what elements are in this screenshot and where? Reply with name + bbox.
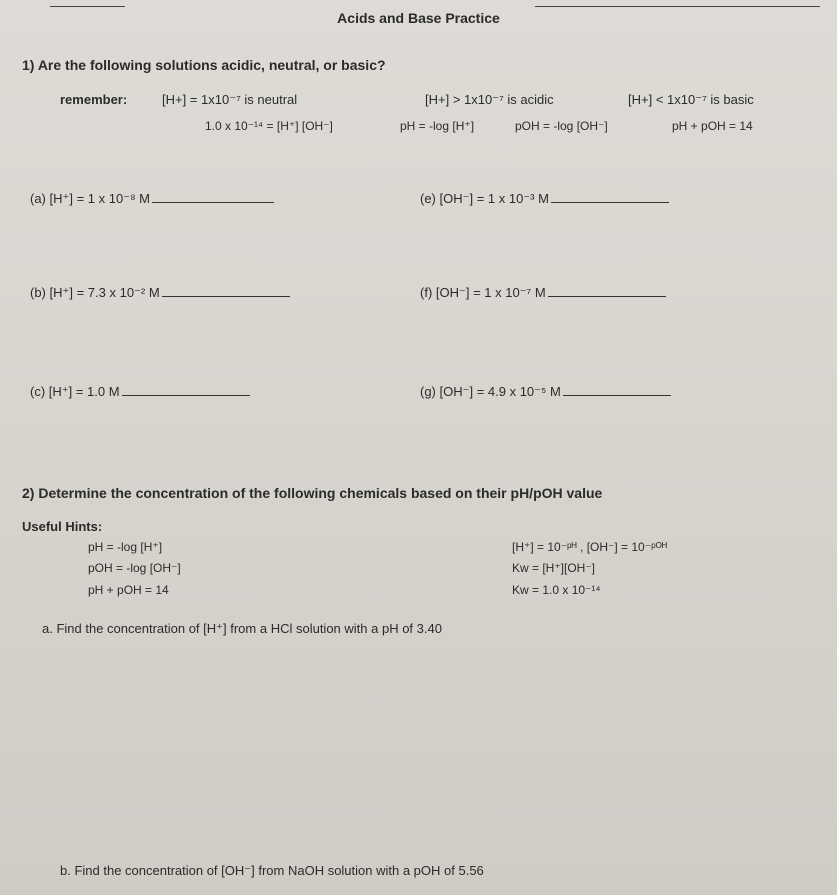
item-f-answer-blank[interactable] <box>548 284 666 297</box>
top-rule-left <box>50 6 125 7</box>
hint-concentration: [H⁺] = 10⁻ᵖᴴ , [OH⁻] = 10⁻ᵖᴼᴴ <box>512 540 667 554</box>
question-1-prompt: 1) Are the following solutions acidic, neutral, or basic? <box>22 57 386 73</box>
hints-label: Useful Hints: <box>22 519 103 534</box>
item-e-answer-blank[interactable] <box>551 190 669 203</box>
item-f <box>420 284 666 301</box>
item-b-answer-blank[interactable] <box>162 284 290 297</box>
sum-rule: pH + pOH = 14 <box>672 119 753 133</box>
item-e-label: (e) [OH⁻] = 1 x 10⁻³ M <box>420 191 549 206</box>
kw-rule: 1.0 x 10⁻¹⁴ = [H⁺] [OH⁻] <box>205 119 333 133</box>
neutral-rule: [H+] = 1x10⁻⁷ is neutral <box>162 92 298 107</box>
item-a <box>30 190 274 207</box>
acidic-rule: [H+] > 1x10⁻⁷ is acidic <box>425 92 554 107</box>
item-c-label: (c) [H⁺] = 1.0 M <box>30 384 120 399</box>
item-c <box>30 383 250 400</box>
item-a-label: (a) [H⁺] = 1 x 10⁻⁸ M <box>30 191 150 206</box>
question-2-prompt: 2) Determine the concentration of the following chemicals based on their pH/pOH value <box>22 485 603 501</box>
part-b-prompt: b. Find the concentration of [OH⁻] from NaOH solution with a pOH of 5.56 <box>60 863 484 878</box>
basic-rule: [H+] < 1x10⁻⁷ is basic <box>628 92 754 107</box>
item-a-answer-blank[interactable] <box>152 190 274 203</box>
item-f-label: (f) [OH⁻] = 1 x 10⁻⁷ M <box>420 285 546 300</box>
item-g-label: (g) [OH⁻] = 4.9 x 10⁻⁵ M <box>420 384 561 399</box>
part-a-prompt: a. Find the concentration of [H⁺] from a HCl solution with a pH of 3.40 <box>42 621 442 636</box>
item-c-answer-blank[interactable] <box>122 383 250 396</box>
item-b <box>30 284 290 301</box>
item-b-label: (b) [H⁺] = 7.3 x 10⁻² M <box>30 285 160 300</box>
hint-kw-product: Kw = [H⁺][OH⁻] <box>512 561 596 575</box>
item-e <box>420 190 669 207</box>
item-g-answer-blank[interactable] <box>563 383 671 396</box>
page-title: Acids and Base Practice <box>337 10 500 26</box>
poh-rule: pOH = -log [OH⁻] <box>515 119 608 133</box>
hint-ph: pH = -log [H⁺] <box>88 540 163 554</box>
top-rule-right <box>535 6 820 7</box>
item-g <box>420 383 671 400</box>
hint-sum: pH + pOH = 14 <box>88 583 169 597</box>
hint-kw-value: Kw = 1.0 x 10⁻¹⁴ <box>512 583 601 597</box>
ph-rule: pH = -log [H⁺] <box>400 119 475 133</box>
hint-poh: pOH = -log [OH⁻] <box>88 561 181 575</box>
remember-label: remember: <box>60 92 128 107</box>
